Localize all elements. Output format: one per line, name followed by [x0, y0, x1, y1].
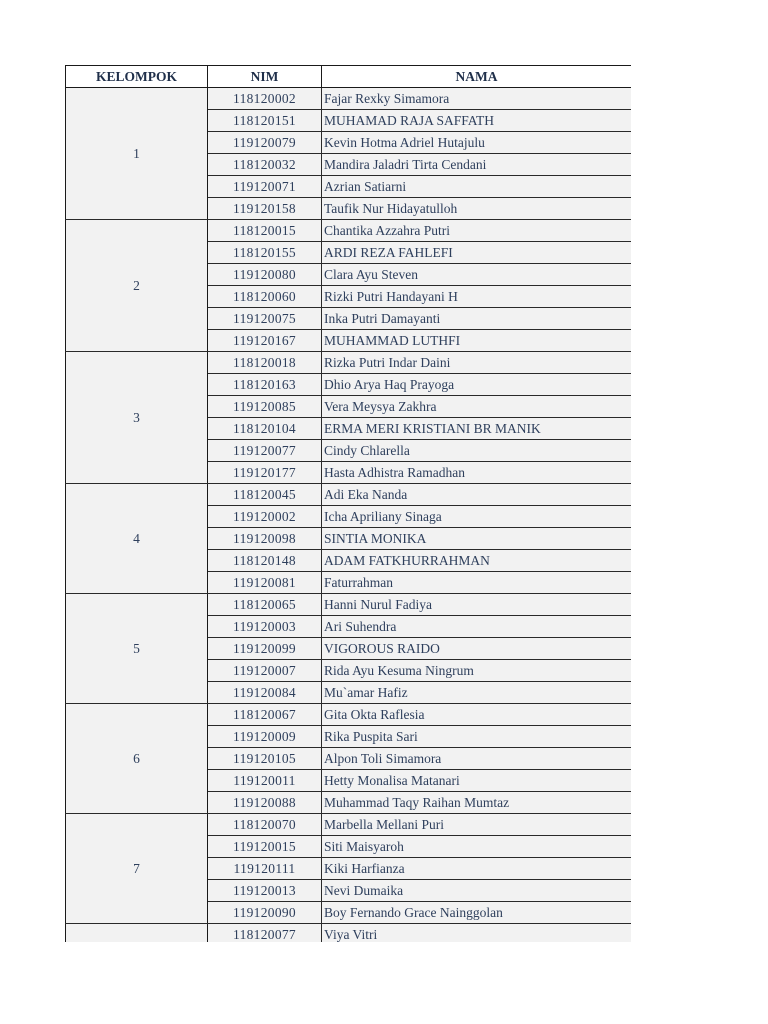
name-cell: Kevin Hotma Adriel Hutajulu	[322, 132, 632, 154]
nim-cell: 119120015	[208, 836, 322, 858]
name-cell: Boy Fernando Grace Nainggolan	[322, 902, 632, 924]
name-cell: ERMA MERI KRISTIANI BR MANIK	[322, 418, 632, 440]
header-row	[66, 66, 632, 88]
group-number-cell: 1	[66, 88, 208, 220]
table-row	[66, 704, 632, 726]
group-number-cell	[66, 924, 208, 943]
table-row	[66, 924, 632, 943]
nim-cell: 118120018	[208, 352, 322, 374]
table-row	[66, 220, 632, 242]
name-cell: Taufik Nur Hidayatulloh	[322, 198, 632, 220]
nim-cell: 119120098	[208, 528, 322, 550]
table-row	[66, 484, 632, 506]
nim-cell: 119120099	[208, 638, 322, 660]
name-cell: Rida Ayu Kesuma Ningrum	[322, 660, 632, 682]
nim-cell: 119120009	[208, 726, 322, 748]
nim-cell: 119120105	[208, 748, 322, 770]
nim-cell: 119120081	[208, 572, 322, 594]
nim-cell: 118120045	[208, 484, 322, 506]
nim-cell: 119120079	[208, 132, 322, 154]
nim-cell: 118120065	[208, 594, 322, 616]
nim-cell: 119120003	[208, 616, 322, 638]
name-cell: ADAM FATKHURRAHMAN	[322, 550, 632, 572]
nim-cell: 119120007	[208, 660, 322, 682]
nim-cell: 118120015	[208, 220, 322, 242]
name-cell: Marbella Mellani Puri	[322, 814, 632, 836]
name-cell: SINTIA MONIKA	[322, 528, 632, 550]
name-cell: Clara Ayu Steven	[322, 264, 632, 286]
group-number-cell: 7	[66, 814, 208, 924]
name-cell: Fajar Rexky Simamora	[322, 88, 632, 110]
name-cell: Kiki Harfianza	[322, 858, 632, 880]
name-cell: Gita Okta Raflesia	[322, 704, 632, 726]
name-cell: Icha Apriliany Sinaga	[322, 506, 632, 528]
nim-cell: 119120085	[208, 396, 322, 418]
nim-cell: 118120070	[208, 814, 322, 836]
nim-cell: 119120080	[208, 264, 322, 286]
name-cell: Alpon Toli Simamora	[322, 748, 632, 770]
name-cell: Muhammad Taqy Raihan Mumtaz	[322, 792, 632, 814]
name-cell: Rika Puspita Sari	[322, 726, 632, 748]
table-row	[66, 594, 632, 616]
header-nama: NAMA	[322, 66, 632, 88]
name-cell: Rizki Putri Handayani H	[322, 286, 632, 308]
nim-cell: 119120013	[208, 880, 322, 902]
nim-cell: 118120104	[208, 418, 322, 440]
nim-cell: 119120111	[208, 858, 322, 880]
table-row	[66, 814, 632, 836]
group-number-cell: 5	[66, 594, 208, 704]
nim-cell: 118120060	[208, 286, 322, 308]
name-cell: Chantika Azzahra Putri	[322, 220, 632, 242]
nim-cell: 118120077	[208, 924, 322, 943]
name-cell: Mu`amar Hafiz	[322, 682, 632, 704]
group-table	[65, 65, 631, 942]
nim-cell: 118120163	[208, 374, 322, 396]
group-number-cell: 3	[66, 352, 208, 484]
name-cell: Dhio Arya Haq Prayoga	[322, 374, 632, 396]
name-cell: MUHAMMAD LUTHFI	[322, 330, 632, 352]
nim-cell: 118120067	[208, 704, 322, 726]
nim-cell: 118120155	[208, 242, 322, 264]
group-number-cell: 2	[66, 220, 208, 352]
nim-cell: 118120002	[208, 88, 322, 110]
name-cell: ARDI REZA FAHLEFI	[322, 242, 632, 264]
nim-cell: 118120032	[208, 154, 322, 176]
name-cell: Viya Vitri	[322, 924, 632, 943]
nim-cell: 118120151	[208, 110, 322, 132]
name-cell: Faturrahman	[322, 572, 632, 594]
nim-cell: 119120158	[208, 198, 322, 220]
nim-cell: 119120071	[208, 176, 322, 198]
nim-cell: 119120084	[208, 682, 322, 704]
group-number-cell: 6	[66, 704, 208, 814]
name-cell: Rizka Putri Indar Daini	[322, 352, 632, 374]
table-row	[66, 352, 632, 374]
table-body	[66, 88, 632, 943]
nim-cell: 118120148	[208, 550, 322, 572]
name-cell: Vera Meysya Zakhra	[322, 396, 632, 418]
name-cell: Adi Eka Nanda	[322, 484, 632, 506]
group-number-cell: 4	[66, 484, 208, 594]
name-cell: Nevi Dumaika	[322, 880, 632, 902]
nim-cell: 119120075	[208, 308, 322, 330]
name-cell: Ari Suhendra	[322, 616, 632, 638]
nim-cell: 119120088	[208, 792, 322, 814]
name-cell: Hanni Nurul Fadiya	[322, 594, 632, 616]
header-nim: NIM	[208, 66, 322, 88]
name-cell: Cindy Chlarella	[322, 440, 632, 462]
name-cell: Hasta Adhistra Ramadhan	[322, 462, 632, 484]
header-kelompok: KELOMPOK	[66, 66, 208, 88]
table-row	[66, 88, 632, 110]
name-cell: Mandira Jaladri Tirta Cendani	[322, 154, 632, 176]
nim-cell: 119120002	[208, 506, 322, 528]
name-cell: VIGOROUS RAIDO	[322, 638, 632, 660]
nim-cell: 119120177	[208, 462, 322, 484]
nim-cell: 119120077	[208, 440, 322, 462]
nim-cell: 119120167	[208, 330, 322, 352]
name-cell: Azrian Satiarni	[322, 176, 632, 198]
name-cell: Inka Putri Damayanti	[322, 308, 632, 330]
nim-cell: 119120090	[208, 902, 322, 924]
nim-cell: 119120011	[208, 770, 322, 792]
name-cell: Hetty Monalisa Matanari	[322, 770, 632, 792]
spreadsheet-page	[65, 65, 631, 942]
name-cell: Siti Maisyaroh	[322, 836, 632, 858]
name-cell: MUHAMAD RAJA SAFFATH	[322, 110, 632, 132]
